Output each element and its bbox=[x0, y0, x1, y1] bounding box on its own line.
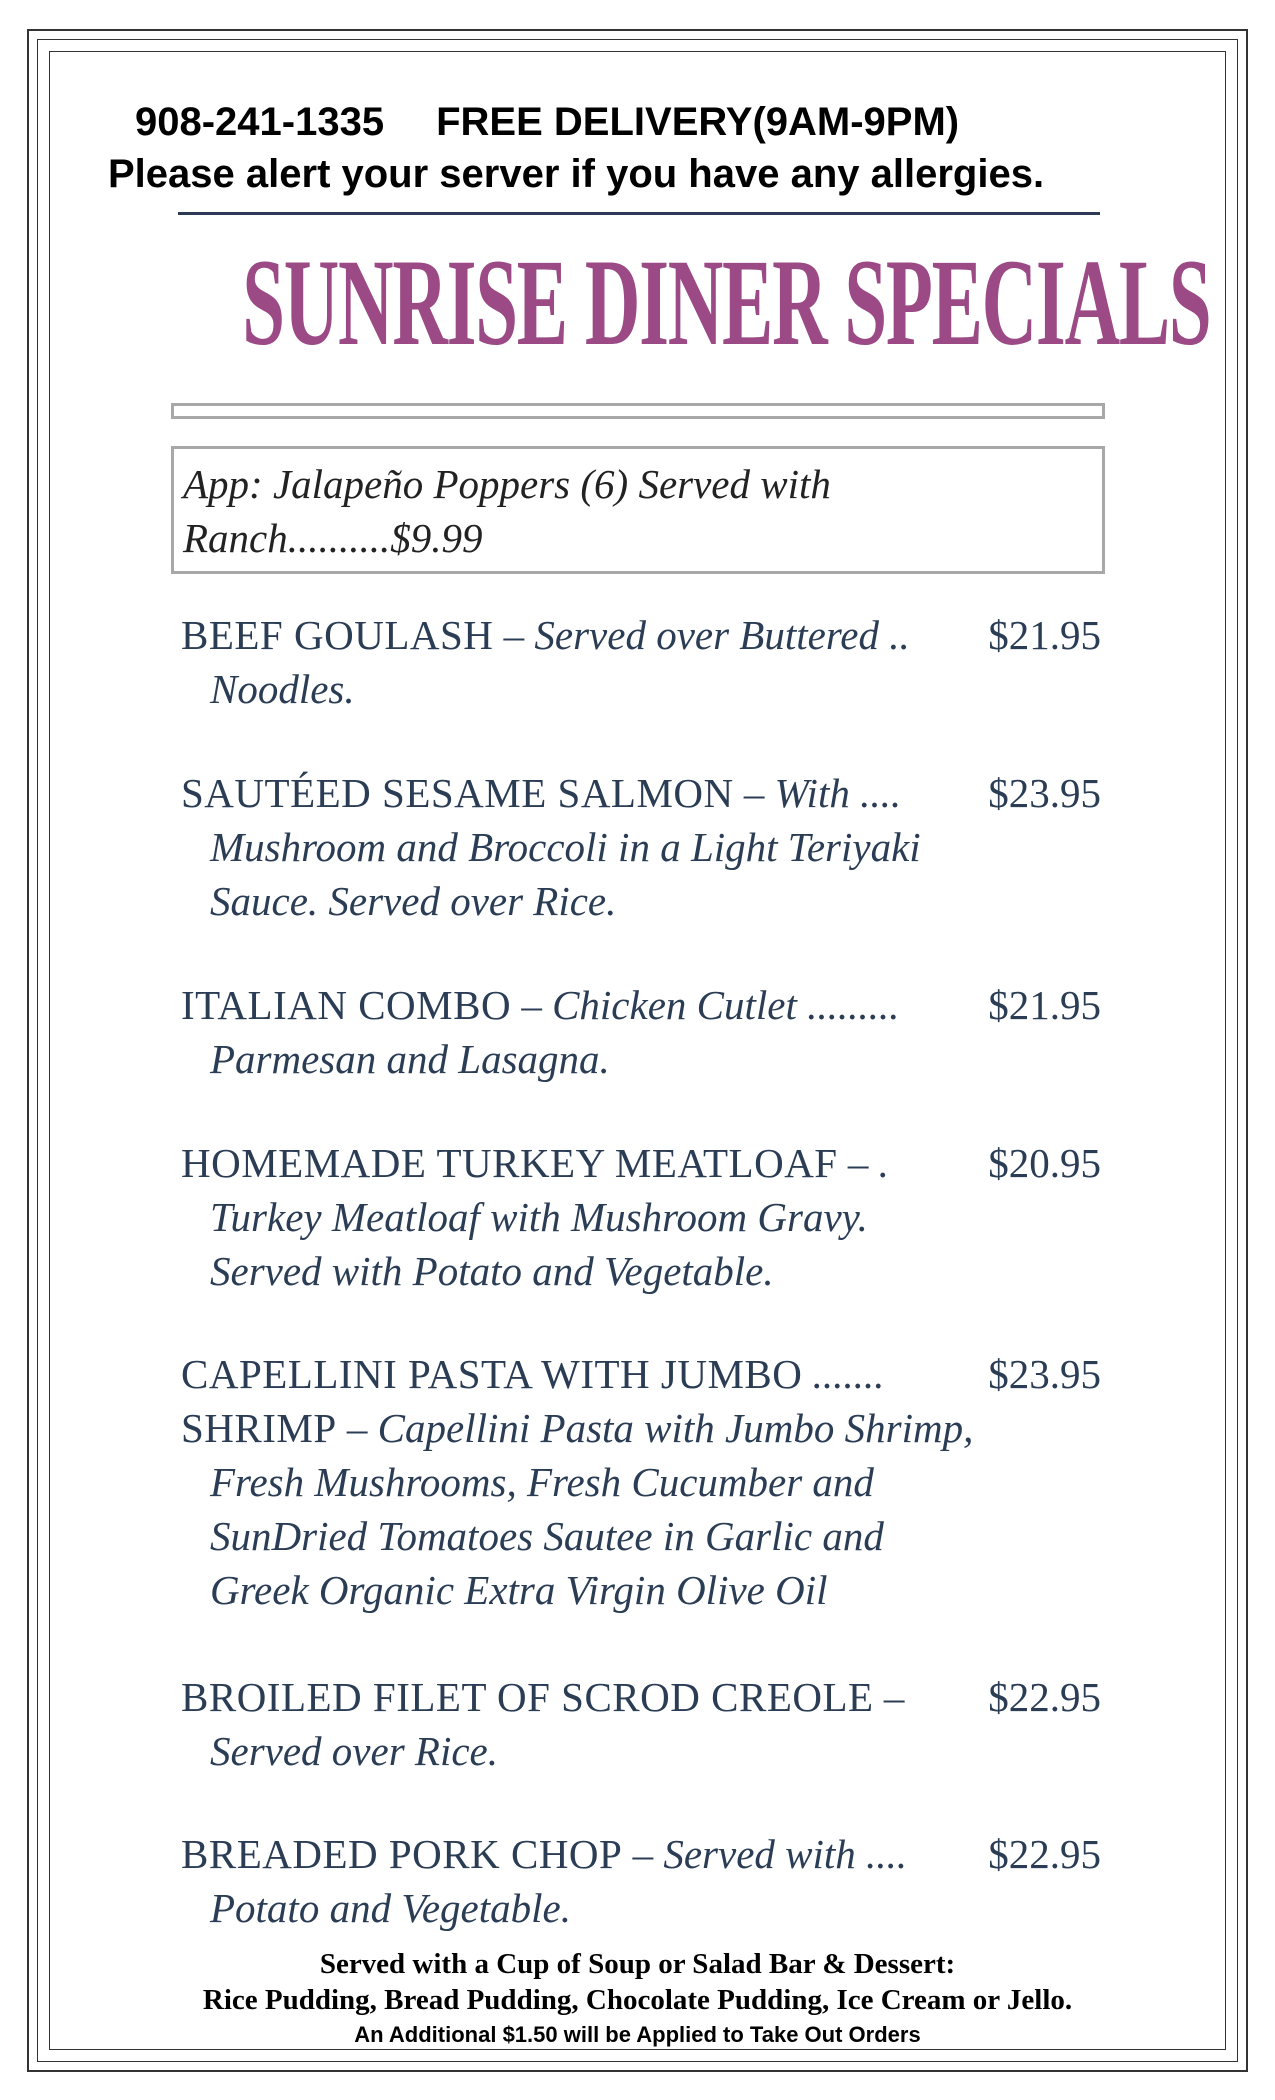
menu-item bbox=[181, 978, 1101, 1086]
item-description bbox=[181, 1724, 1101, 1778]
item-intro: – With .... bbox=[733, 770, 902, 816]
item-name: BREADED PORK CHOP bbox=[181, 1831, 623, 1877]
item-price: $23.95 bbox=[988, 1351, 1101, 1397]
phone-number: 908-241-1335 bbox=[135, 100, 385, 144]
header-divider bbox=[178, 212, 1100, 215]
item-description bbox=[181, 1032, 1101, 1086]
item-intro: – Served over Buttered .. bbox=[493, 612, 910, 658]
item-desc-line: Served with Potato and Vegetable. bbox=[210, 1248, 774, 1294]
item-description bbox=[181, 662, 1101, 716]
item-desc-line: SunDried Tomatoes Sautee in Garlic and bbox=[210, 1513, 884, 1559]
page-title: SUNRISE DINER SPECIALS bbox=[242, 234, 1211, 371]
item-description bbox=[181, 1455, 1101, 1617]
menu-item bbox=[181, 1136, 1101, 1298]
item-desc-line: Turkey Meatloaf with Mushroom Gravy. bbox=[210, 1194, 868, 1240]
item-name: ITALIAN COMBO bbox=[181, 982, 512, 1028]
appetizer-line-1: App: Jalapeño Poppers (6) Served with bbox=[183, 461, 831, 507]
item-name: HOMEMADE TURKEY MEATLOAF bbox=[181, 1140, 838, 1186]
delivery-info: FREE DELIVERY(9AM-9PM) bbox=[436, 100, 960, 144]
item-name: BROILED FILET OF SCROD CREOLE bbox=[181, 1674, 874, 1720]
item-price: $20.95 bbox=[988, 1140, 1101, 1186]
item-desc-line: Served over Rice. bbox=[210, 1728, 498, 1774]
item-name: SAUTÉED SESAME SALMON bbox=[181, 770, 734, 816]
item-price: $21.95 bbox=[988, 982, 1101, 1028]
menu-item bbox=[181, 1670, 1101, 1778]
footer-served-with: Served with a Cup of Soup or Salad Bar & Dessert: bbox=[319, 1948, 956, 1980]
footer-desserts: Rice Pudding, Bread Pudding, Chocolate Pudding, Ice Cream or Jello. bbox=[202, 1984, 1073, 2016]
item-desc-line: Noodles. bbox=[210, 666, 355, 712]
menu-item bbox=[181, 1827, 1101, 1935]
item-subheading bbox=[181, 1401, 1101, 1455]
menu-item bbox=[181, 608, 1101, 716]
item-name: BEEF GOULASH bbox=[181, 612, 494, 658]
contact-line bbox=[135, 100, 959, 145]
footer-takeout-note: An Additional $1.50 will be Applied to Take Out Orders bbox=[354, 2022, 921, 2047]
item-name: CAPELLINI PASTA WITH JUMBO bbox=[181, 1351, 803, 1397]
item-desc-line: Parmesan and Lasagna. bbox=[210, 1036, 610, 1082]
item-price: $22.95 bbox=[988, 1674, 1101, 1720]
item-desc-line: Potato and Vegetable. bbox=[210, 1885, 571, 1931]
allergy-notice: Please alert your server if you have any allergies. bbox=[108, 152, 1045, 196]
item-desc-line: Mushroom and Broccoli in a Light Teriyaki bbox=[210, 824, 921, 870]
item-desc-line: Sauce. Served over Rice. bbox=[210, 878, 617, 924]
item-price: $23.95 bbox=[988, 770, 1101, 816]
item-intro: ....... bbox=[802, 1351, 885, 1397]
item-subintro: – Capellini Pasta with Jumbo Shrimp, bbox=[336, 1405, 974, 1451]
appetizer-line-2: Ranch..........$9.99 bbox=[183, 515, 483, 561]
menu-item bbox=[181, 766, 1101, 928]
item-intro: – Served with .... bbox=[622, 1831, 908, 1877]
title-bar bbox=[171, 403, 1105, 419]
item-desc-line: Fresh Mushrooms, Fresh Cucumber and bbox=[210, 1459, 874, 1505]
item-price: $22.95 bbox=[988, 1831, 1101, 1877]
appetizer-box bbox=[171, 446, 1105, 574]
item-intro: – bbox=[873, 1674, 905, 1720]
item-desc-line: Greek Organic Extra Virgin Olive Oil bbox=[210, 1567, 828, 1613]
item-description bbox=[181, 1190, 1101, 1298]
item-description bbox=[181, 1881, 1101, 1935]
item-intro: – . bbox=[837, 1140, 889, 1186]
item-description bbox=[181, 820, 1101, 928]
item-subname: SHRIMP bbox=[181, 1405, 337, 1451]
item-price: $21.95 bbox=[988, 612, 1101, 658]
item-intro: – Chicken Cutlet ......... bbox=[511, 982, 900, 1028]
menu-item bbox=[181, 1347, 1101, 1617]
